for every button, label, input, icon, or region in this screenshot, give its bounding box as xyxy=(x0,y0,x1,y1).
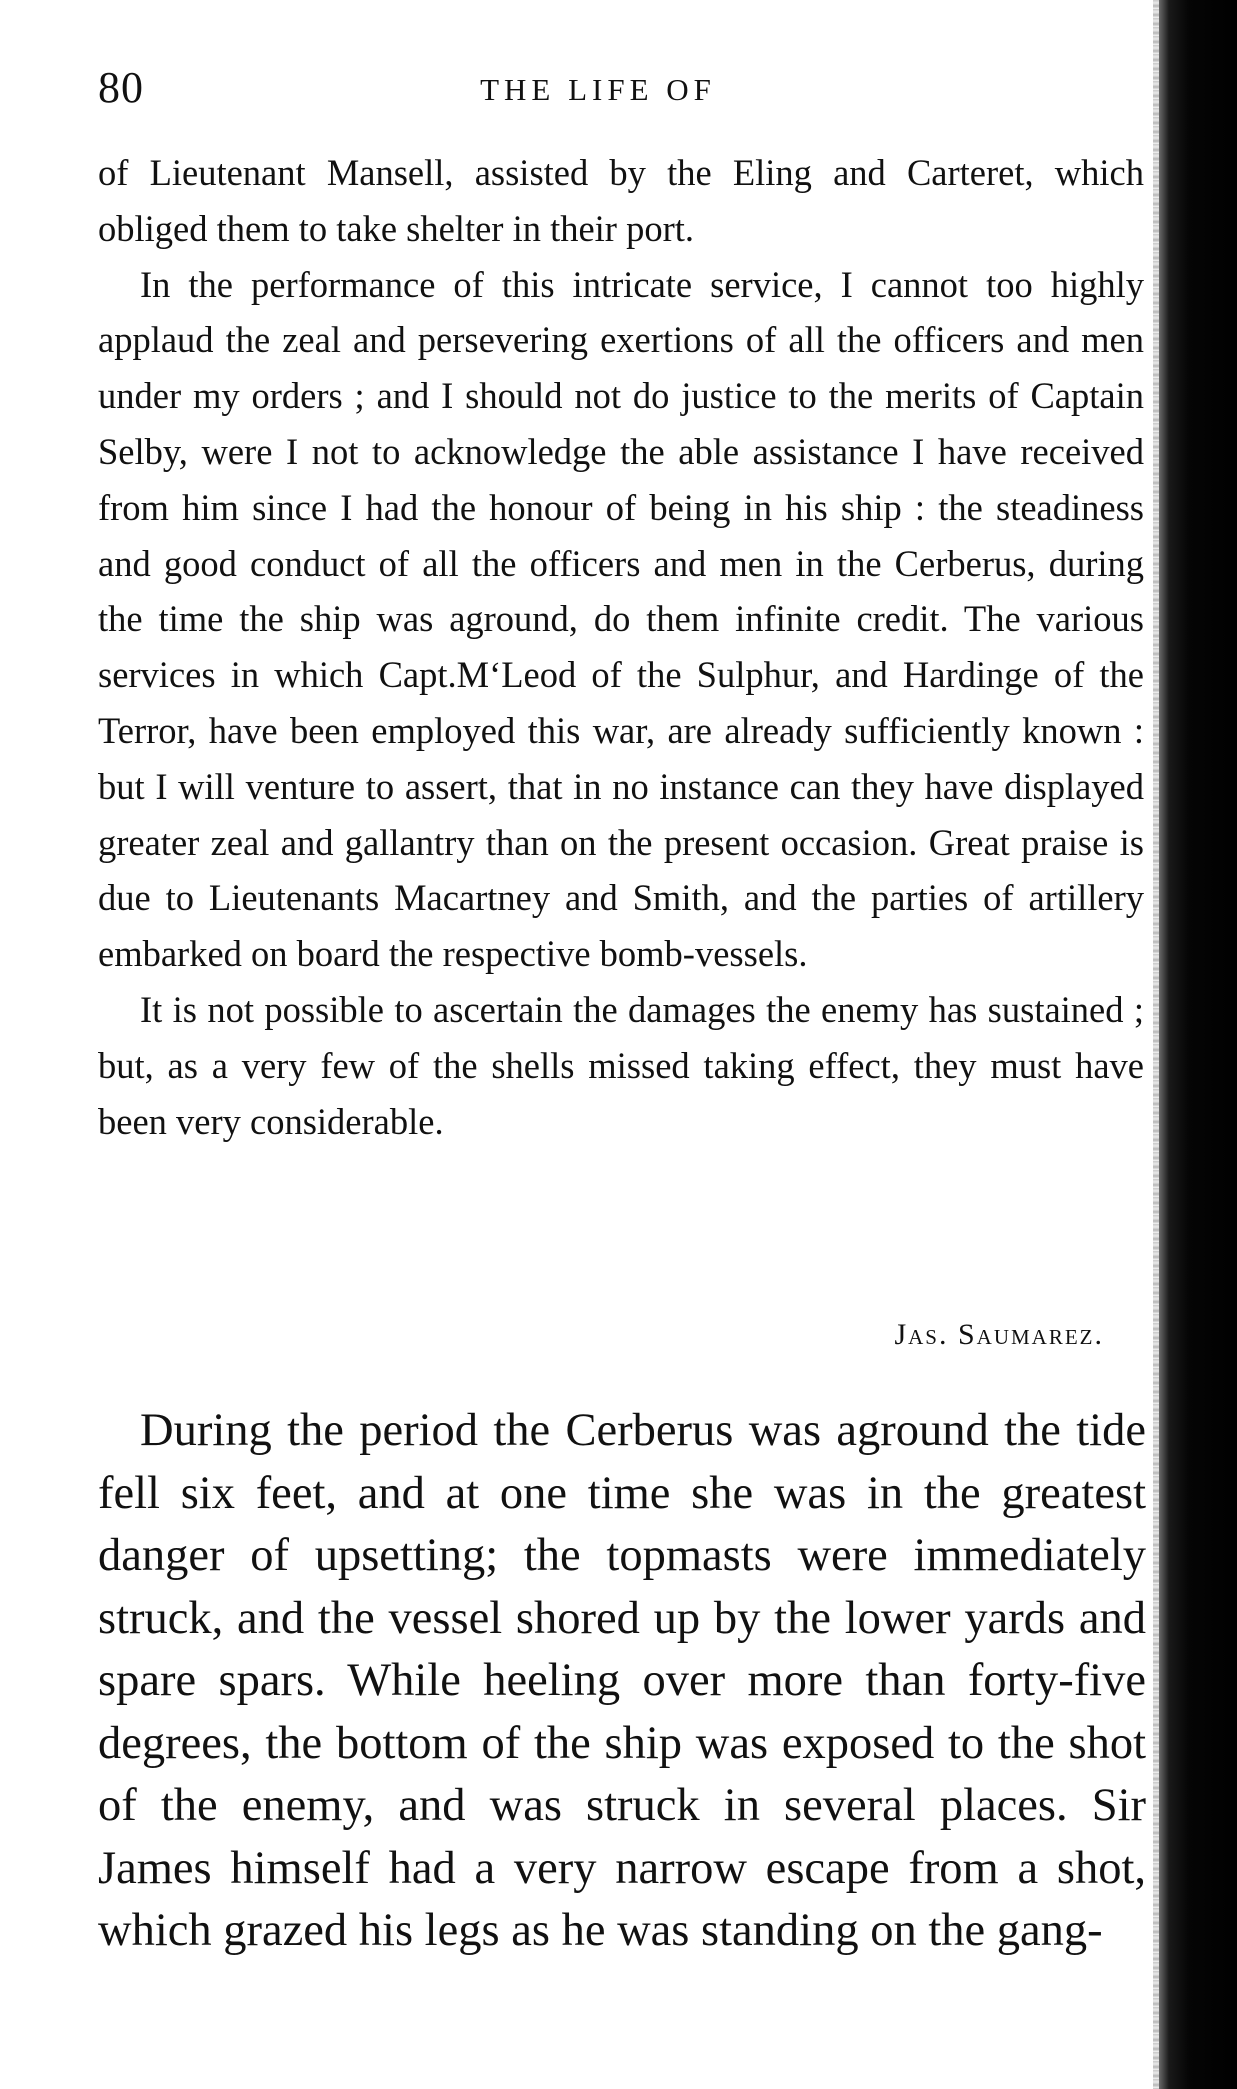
narrative-text xyxy=(98,1400,1146,1963)
letter-signature: Jas. Saumarez. xyxy=(894,1318,1104,1351)
letter-paragraph-3: It is not possible to ascertain the damages the enemy has sustained ; but, as a very few of the shells missed taking effect, they must have been very considerable. xyxy=(98,988,1144,1142)
letter-text xyxy=(98,145,1144,1149)
running-head xyxy=(98,62,1158,118)
book-gutter-edge xyxy=(1159,0,1237,2089)
narrative-paragraph-1: During the period the Cerberus was aground the tide fell six feet, and at one time she was in the greatest danger of upsetting; the topmasts were immediately struck, and the vessel shored up by the lower yards and spare spars. While heeling over more than forty-five degrees, the bottom of the ship was exposed to the shot of the enemy, and was struck in several places. Sir James himself had a very narrow escape from a shot, which grazed his legs as he was standing on the gang- xyxy=(98,1405,1146,1956)
running-title: THE LIFE OF xyxy=(480,72,716,107)
letter-paragraph-1: of Lieutenant Mansell, assisted by the Eling and Carteret, which obliged them to take shelter in their port. xyxy=(98,152,1144,249)
letter-paragraph-2: In the performance of this intricate service, I cannot too highly applaud the zeal and persevering exertions of all the officers and men under my orders ; and I should not do justice to the merits of Captain Selby, were I not to acknowledge the able assistance I have received from him since I had the honour of being in his ship : the steadiness and good conduct of all the officers and men in the Cerberus, during the time the ship was aground, do them infinite credit. The various services in which Capt.M‘Leod of the Sulphur, and Hardinge of the Terror, have been employed this war, are already sufficiently known : but I will venture to assert, that in no instance can they have displayed greater zeal and gallantry than on the present occasion. Great praise is due to Lieutenants Macartney and Smith, and the parties of artillery embarked on board the respective bomb-vessels. xyxy=(98,263,1144,975)
page-number: 80 xyxy=(98,63,144,112)
